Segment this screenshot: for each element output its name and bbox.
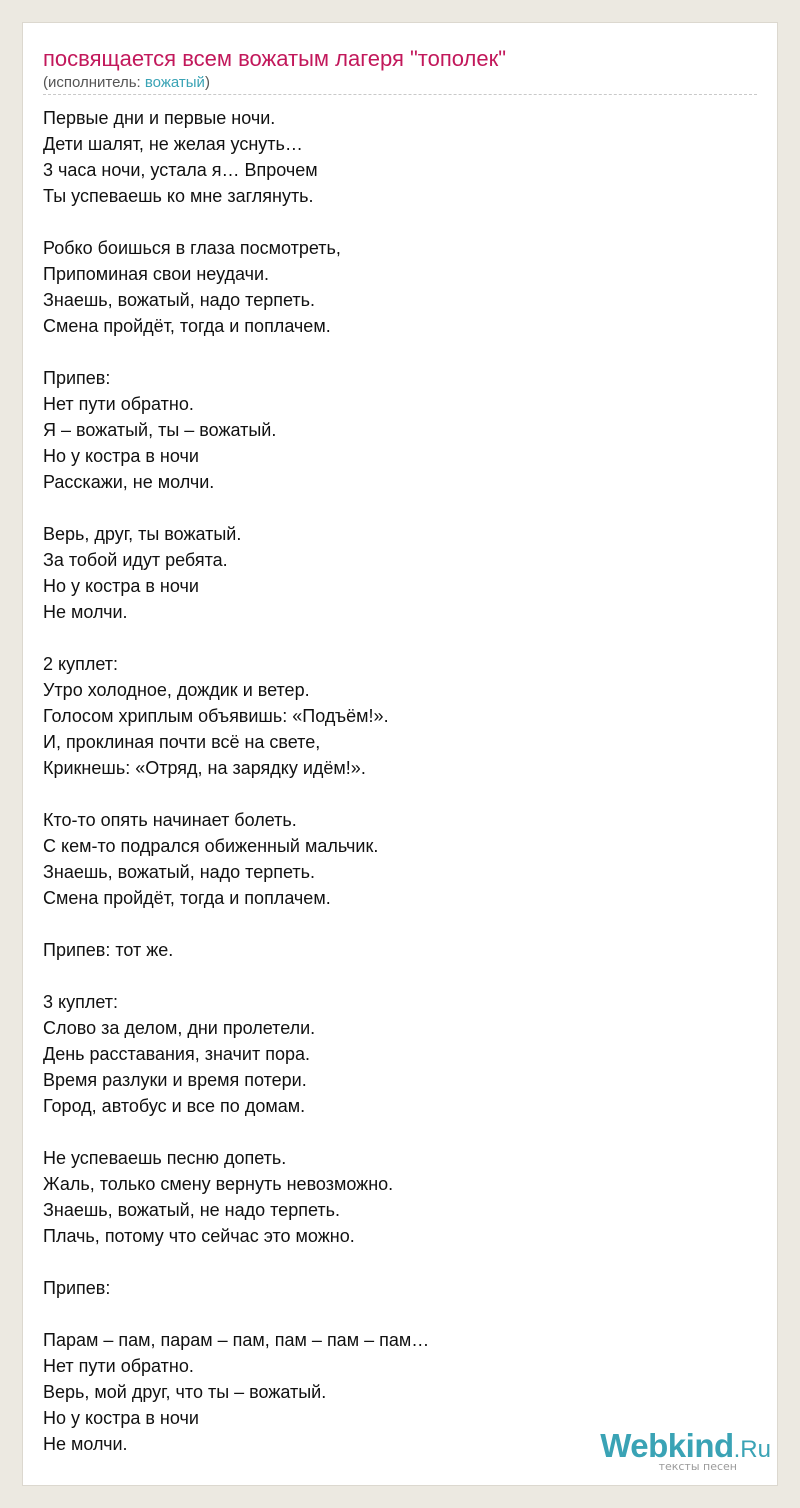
artist-link[interactable]: вожатый bbox=[144, 74, 205, 91]
logo-tld: .Ru bbox=[733, 1436, 771, 1463]
divider bbox=[43, 94, 757, 95]
song-title: посвящается всем вожатым лагеря "тополек" bbox=[43, 46, 507, 71]
webkind-logo[interactable] bbox=[581, 1429, 771, 1473]
artist-suffix: ) bbox=[204, 74, 210, 91]
logo-main-text: Webkind bbox=[600, 1427, 734, 1464]
logo-tagline: тексты песен bbox=[658, 1460, 737, 1473]
lyrics-text: Первые дни и первые ночи. Дети шалят, не желая уснуть… 3 часа ночи, устала я… Впрочем Ты успеваешь ко мне заглянуть. Робко боишься в глаза посмотреть, Припоминая свои неудачи. Знаешь, вожатый, надо терпеть. Смена пройдёт, тогда и поплачем. Припев: Нет пути обратно. Я – вожатый, ты – вожатый. Но у костра в ночи Расскажи, не молчи. Верь, друг, ты вожатый. За тобой идут ребята. Но у костра в ночи Не молчи. 2 куплет: Утро холодное, дождик и ветер. Голосом хриплым объявишь: «Подъём!». И, проклиная почти всё на свете, Крикнешь: «Отряд, на зарядку идём!». Кто-то опять начинает болеть. С кем-то подрался обиженный мальчик. Знаешь, вожатый, надо терпеть. Смена пройдёт, тогда и поплачем. Припев: тот же. 3 куплет: Слово за делом, дни пролетели. День расставания, значит пора. Время разлуки и время потери. Город, автобус и все по домам. Не успеваешь песню допеть. Жаль, только смену вернуть невозможно. Знаешь, вожатый, не надо терпеть. Плачь, потому что сейчас это можно. Припев: Парам – пам, парам – пам, пам – пам – пам… Нет пути обратно. Верь, мой друг, что ты – вожатый. Но у костра в ночи Не молчи. bbox=[43, 108, 430, 1454]
artist-prefix: (исполнитель: bbox=[43, 74, 145, 91]
lyrics-card bbox=[22, 22, 778, 1486]
artist-line bbox=[43, 74, 210, 92]
